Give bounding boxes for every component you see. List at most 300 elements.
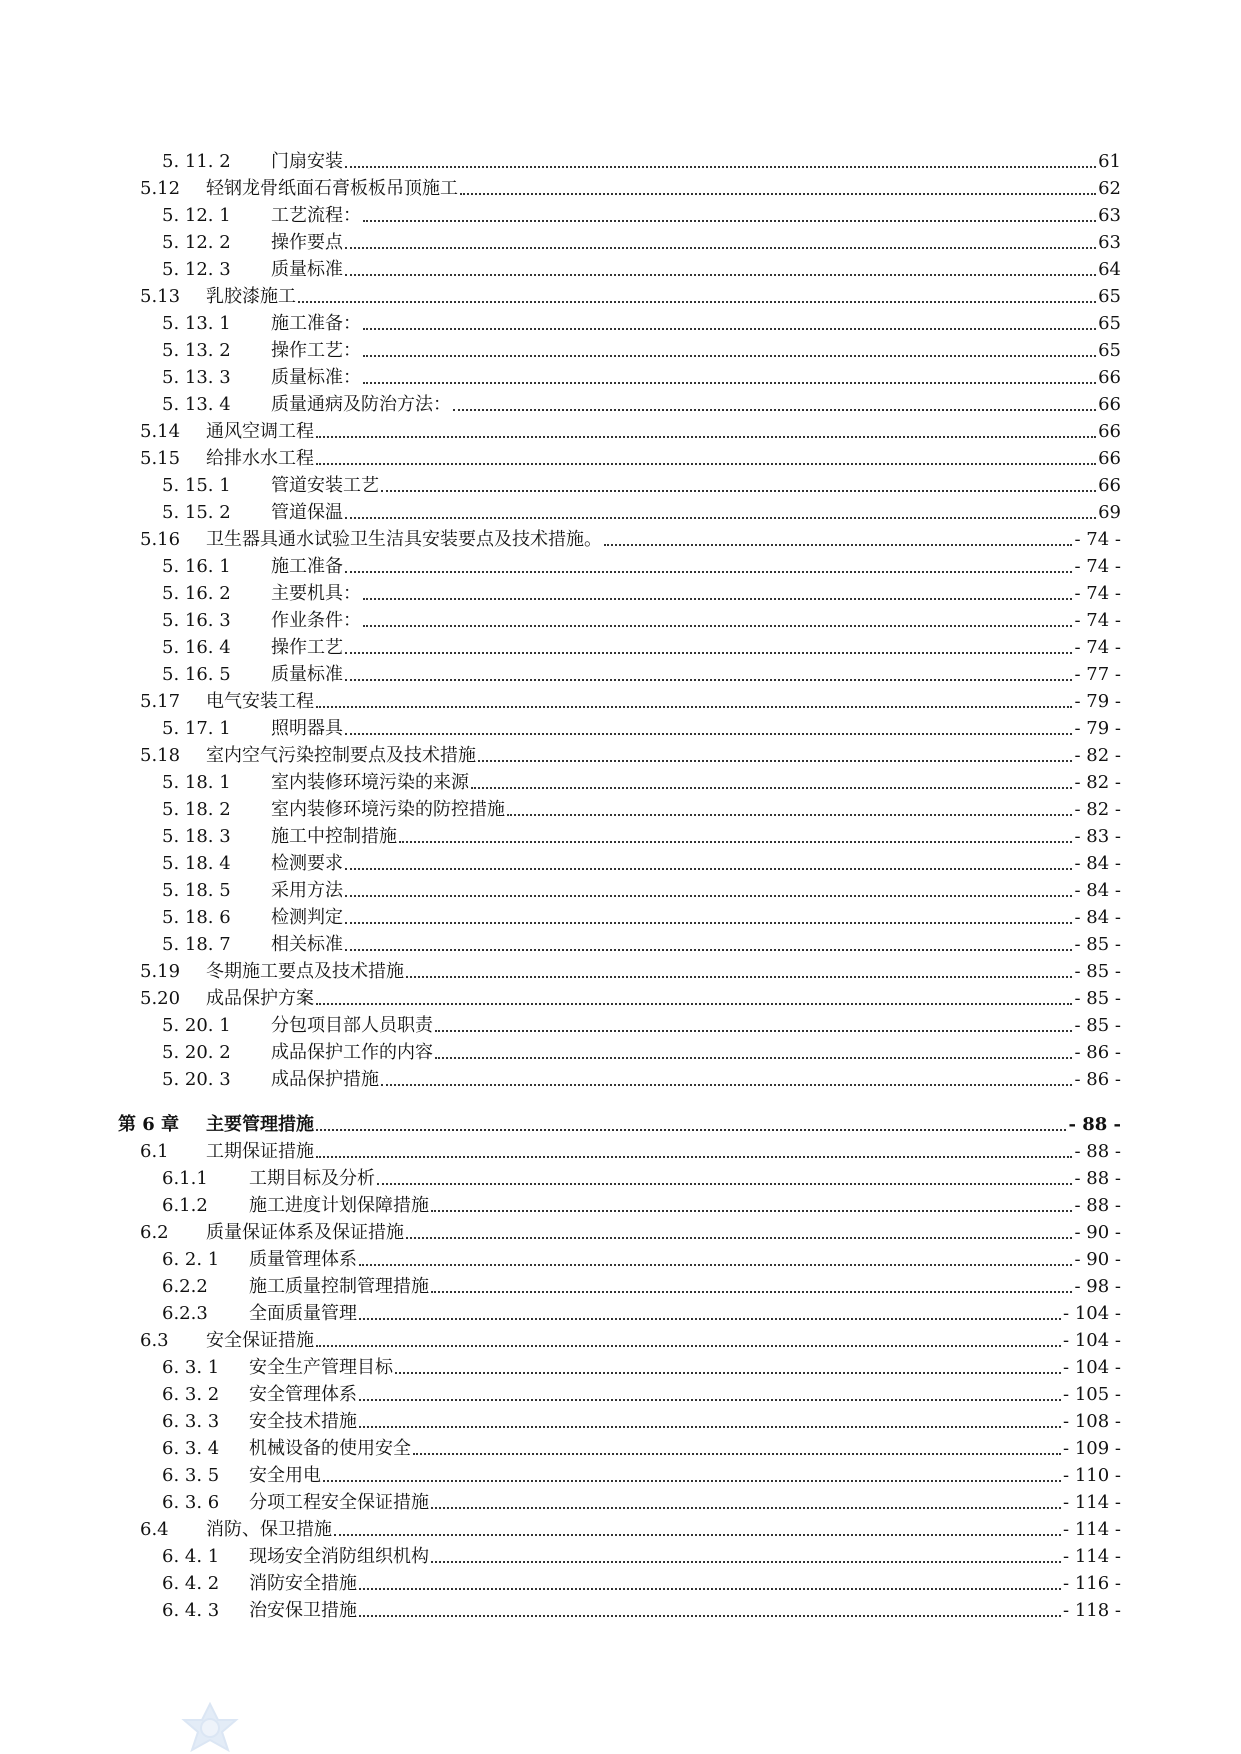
- toc-entry-number: 5.17: [140, 691, 181, 712]
- toc-entry-title: 工期保证措施: [206, 1141, 314, 1162]
- toc-entry[interactable]: [0, 445, 1241, 472]
- toc-dot-leader: [345, 895, 1072, 897]
- toc-entry-line: [271, 1069, 1121, 1091]
- toc-entry-number: 5. 18. 4: [162, 853, 231, 874]
- watermark-snowflake-icon: [160, 1700, 260, 1754]
- toc-entry-title: 主要机具：: [271, 583, 361, 604]
- toc-entry-line: [249, 1276, 1121, 1298]
- toc-entry-title: 全面质量管理: [249, 1303, 357, 1324]
- toc-entry-line: [206, 745, 1121, 767]
- toc-entry-number: 5.16: [140, 529, 181, 550]
- toc-entry[interactable]: [0, 1246, 1241, 1273]
- toc-entry[interactable]: [0, 688, 1241, 715]
- toc-entry-line: [271, 934, 1121, 956]
- toc-entry[interactable]: [0, 499, 1241, 526]
- toc-entry-number: 5. 18. 3: [162, 826, 231, 847]
- toc-entry-page: - 84 -: [1074, 907, 1121, 928]
- toc-entry-number: 5. 16. 4: [162, 637, 231, 658]
- toc-entry-page: 66: [1098, 367, 1121, 388]
- toc-dot-leader: [345, 274, 1096, 276]
- toc-entry[interactable]: [0, 607, 1241, 634]
- toc-entry-number: 5. 11. 2: [162, 151, 231, 172]
- toc-entry-title: 消防、保卫措施: [206, 1519, 332, 1540]
- toc-dot-leader: [359, 1318, 1061, 1320]
- toc-entry-page: - 110 -: [1063, 1465, 1121, 1486]
- toc-dot-leader: [453, 409, 1096, 411]
- toc-entry-page: - 88 -: [1074, 1168, 1121, 1189]
- toc-entry-line: [271, 151, 1121, 173]
- toc-entry-line: [271, 1015, 1121, 1037]
- toc-entry[interactable]: [0, 256, 1241, 283]
- toc-entry-number: 6. 4. 1: [162, 1546, 220, 1567]
- toc-dot-leader: [431, 1210, 1072, 1212]
- toc-dot-leader: [431, 1291, 1072, 1293]
- toc-entry[interactable]: [0, 229, 1241, 256]
- toc-entry[interactable]: [0, 526, 1241, 553]
- toc-entry-title: 施工质量控制管理措施: [249, 1276, 429, 1297]
- toc-entry-line: [249, 1411, 1121, 1433]
- toc-entry-title: 操作要点: [271, 232, 343, 253]
- toc-entry-page: - 77 -: [1074, 664, 1121, 685]
- toc-entry-number: 6. 3. 6: [162, 1492, 220, 1513]
- toc-entry-title: 安全保证措施: [206, 1330, 314, 1351]
- toc-entry[interactable]: [0, 877, 1241, 904]
- toc-entry-line: [206, 691, 1121, 713]
- toc-entry-line: [271, 259, 1121, 281]
- toc-entry-line: [206, 448, 1121, 470]
- toc-entry-page: - 79 -: [1074, 691, 1121, 712]
- toc-entry-title: 安全用电: [249, 1465, 321, 1486]
- toc-entry-number: 6.3: [140, 1330, 169, 1351]
- toc-entry-title: 室内空气污染控制要点及技术措施: [206, 745, 476, 766]
- toc-entry-title: 工期目标及分析: [249, 1168, 375, 1189]
- toc-entry-line: [206, 1114, 1121, 1136]
- toc-dot-leader: [363, 220, 1096, 222]
- toc-dot-leader: [395, 1372, 1061, 1374]
- toc-dot-leader: [345, 166, 1096, 168]
- toc-entry-page: 69: [1098, 502, 1121, 523]
- toc-dot-leader: [363, 625, 1072, 627]
- toc-entry-line: [271, 502, 1121, 524]
- toc-entry-title: 乳胶漆施工: [206, 286, 296, 307]
- toc-entry-number: 6. 4. 2: [162, 1573, 220, 1594]
- toc-entry-page: - 88 -: [1074, 1141, 1121, 1162]
- toc-dot-leader: [413, 1453, 1061, 1455]
- toc-entry-number: 5. 13. 1: [162, 313, 231, 334]
- toc-dot-leader: [316, 463, 1096, 465]
- toc-entry-line: [249, 1546, 1121, 1568]
- toc-entry-title: 治安保卫措施: [249, 1600, 357, 1621]
- toc-entry-line: [206, 421, 1121, 443]
- toc-entry[interactable]: [0, 634, 1241, 661]
- toc-entry-number: 5. 13. 2: [162, 340, 231, 361]
- toc-entry[interactable]: [0, 1219, 1241, 1246]
- toc-entry-line: [206, 1222, 1121, 1244]
- toc-entry-line: [271, 313, 1121, 335]
- toc-entry[interactable]: [0, 1192, 1241, 1219]
- toc-entry-title: 质量通病及防治方法：: [271, 394, 451, 415]
- toc-entry-number: 5. 20. 1: [162, 1015, 231, 1036]
- toc-entry-line: [271, 772, 1121, 794]
- toc-entry-title: 消防安全措施: [249, 1573, 357, 1594]
- toc-entry-number: 5. 18. 1: [162, 772, 231, 793]
- toc-dot-leader: [345, 733, 1072, 735]
- toc-entry-line: [206, 961, 1121, 983]
- toc-entry-page: - 83 -: [1074, 826, 1121, 847]
- toc-entry-page: 65: [1098, 340, 1121, 361]
- toc-dot-leader: [359, 1588, 1061, 1590]
- toc-entry-page: - 74 -: [1074, 610, 1121, 631]
- toc-dot-leader: [359, 1399, 1061, 1401]
- toc-entry[interactable]: [0, 1462, 1241, 1489]
- toc-dot-leader: [345, 571, 1072, 573]
- toc-entry-number: 6.1.2: [162, 1195, 208, 1216]
- toc-entry[interactable]: [0, 283, 1241, 310]
- toc-entry-page: 66: [1098, 421, 1121, 442]
- toc-entry-page: 66: [1098, 394, 1121, 415]
- toc-entry-page: - 74 -: [1074, 529, 1121, 550]
- toc-entry[interactable]: [0, 472, 1241, 499]
- toc-entry[interactable]: [0, 1327, 1241, 1354]
- toc-dot-leader: [377, 1183, 1072, 1185]
- toc-entry-number: 5. 18. 2: [162, 799, 231, 820]
- toc-entry-line: [206, 1330, 1121, 1352]
- toc-entry-page: 63: [1098, 205, 1121, 226]
- toc-entry-title: 检测判定: [271, 907, 343, 928]
- toc-dot-leader: [345, 922, 1072, 924]
- toc-dot-leader: [359, 1426, 1061, 1428]
- toc-entry-title: 冬期施工要点及技术措施: [206, 961, 404, 982]
- toc-entry-number: 5. 16. 3: [162, 610, 231, 631]
- toc-entry-page: - 109 -: [1063, 1438, 1121, 1459]
- toc-entry-number: 5. 16. 1: [162, 556, 231, 577]
- toc-entry-line: [271, 475, 1121, 497]
- toc-dot-leader: [406, 1237, 1072, 1239]
- toc-dot-leader: [359, 1615, 1061, 1617]
- toc-entry-page: - 86 -: [1074, 1069, 1121, 1090]
- toc-entry[interactable]: [0, 1354, 1241, 1381]
- toc-entry-number: 5.14: [140, 421, 181, 442]
- toc-entry-page: - 88 -: [1068, 1114, 1121, 1135]
- toc-entry[interactable]: [0, 796, 1241, 823]
- toc-dot-leader: [381, 1084, 1072, 1086]
- toc-entry-number: 6.1: [140, 1141, 169, 1162]
- toc-entry-line: [271, 826, 1121, 848]
- toc-entry[interactable]: [0, 985, 1241, 1012]
- toc-entry-page: - 74 -: [1074, 556, 1121, 577]
- toc-dot-leader: [507, 814, 1072, 816]
- toc-entry-line: [271, 232, 1121, 254]
- toc-entry-page: - 74 -: [1074, 583, 1121, 604]
- toc-dot-leader: [345, 949, 1072, 951]
- toc-dot-leader: [345, 517, 1096, 519]
- toc-entry-page: - 85 -: [1074, 961, 1121, 982]
- toc-entry-page: 61: [1098, 151, 1121, 172]
- toc-dot-leader: [363, 328, 1096, 330]
- toc-entry-title: 操作工艺: [271, 637, 343, 658]
- toc-entry-line: [206, 1141, 1121, 1163]
- toc-entry[interactable]: [0, 1543, 1241, 1570]
- toc-entry[interactable]: [0, 742, 1241, 769]
- toc-entry-line: [206, 178, 1121, 200]
- toc-entry[interactable]: [0, 1516, 1241, 1543]
- toc-entry[interactable]: [0, 715, 1241, 742]
- toc-dot-leader: [431, 1561, 1061, 1563]
- toc-entry-title: 分包项目部人员职责: [271, 1015, 433, 1036]
- toc-entry[interactable]: [0, 1435, 1241, 1462]
- toc-entry-line: [271, 637, 1121, 659]
- toc-entry-page: - 85 -: [1074, 988, 1121, 1009]
- toc-entry[interactable]: [0, 1165, 1241, 1192]
- toc-entry-title: 现场安全消防组织机构: [249, 1546, 429, 1567]
- toc-entry-page: - 79 -: [1074, 718, 1121, 739]
- toc-dot-leader: [406, 976, 1072, 978]
- toc-entry-title: 安全生产管理目标: [249, 1357, 393, 1378]
- toc-entry-line: [271, 853, 1121, 875]
- toc-entry-page: - 114 -: [1063, 1546, 1121, 1567]
- toc-chapter-entry[interactable]: [0, 1093, 1241, 1138]
- toc-entry-number: 5. 20. 2: [162, 1042, 231, 1063]
- toc-entry[interactable]: [0, 1012, 1241, 1039]
- toc-entry-title: 分项工程安全保证措施: [249, 1492, 429, 1513]
- toc-entry-number: 6.4: [140, 1519, 169, 1540]
- toc-entry-title: 作业条件：: [271, 610, 361, 631]
- toc-entry[interactable]: [0, 202, 1241, 229]
- toc-entry[interactable]: [0, 148, 1241, 175]
- toc-entry[interactable]: [0, 1138, 1241, 1165]
- toc-entry[interactable]: [0, 337, 1241, 364]
- toc-entry-page: 63: [1098, 232, 1121, 253]
- toc-entry[interactable]: [0, 1066, 1241, 1093]
- toc-entry-number: 5.15: [140, 448, 181, 469]
- toc-entry-number: 5.13: [140, 286, 181, 307]
- toc-entry-number: 5.18: [140, 745, 181, 766]
- toc-entry-number: 5. 16. 5: [162, 664, 231, 685]
- toc-dot-leader: [316, 436, 1096, 438]
- toc-entry-line: [249, 1303, 1121, 1325]
- toc-entry-line: [271, 367, 1121, 389]
- toc-dot-leader: [316, 1129, 1066, 1131]
- toc-entry-number: 5. 13. 4: [162, 394, 231, 415]
- toc-entry-line: [271, 1042, 1121, 1064]
- toc-entry[interactable]: [0, 1300, 1241, 1327]
- toc-entry-title: 操作工艺：: [271, 340, 361, 361]
- toc-entry-title: 电气安装工程: [206, 691, 314, 712]
- toc-dot-leader: [359, 1264, 1072, 1266]
- toc-entry-line: [249, 1492, 1121, 1514]
- toc-dot-leader: [345, 868, 1072, 870]
- toc-entry-number: 5. 18. 5: [162, 880, 231, 901]
- toc-entry-number: 6. 3. 4: [162, 1438, 220, 1459]
- toc-entry-number: 5. 12. 1: [162, 205, 231, 226]
- toc-dot-leader: [345, 247, 1096, 249]
- toc-entry[interactable]: [0, 310, 1241, 337]
- toc-dot-leader: [363, 598, 1072, 600]
- toc-entry-title: 成品保护措施: [271, 1069, 379, 1090]
- toc-entry-page: 65: [1098, 286, 1121, 307]
- toc-entry-number: 第 6 章: [118, 1114, 180, 1135]
- toc-dot-leader: [363, 382, 1096, 384]
- toc-entry[interactable]: [0, 1408, 1241, 1435]
- toc-entry[interactable]: [0, 661, 1241, 688]
- toc-entry-number: 6.2.2: [162, 1276, 208, 1297]
- toc-entry-number: 5.19: [140, 961, 181, 982]
- toc-entry-title: 室内装修环境污染的防控措施: [271, 799, 505, 820]
- toc-entry-number: 5. 13. 3: [162, 367, 231, 388]
- toc-dot-leader: [435, 1030, 1072, 1032]
- toc-entry-line: [271, 880, 1121, 902]
- toc-entry[interactable]: [0, 580, 1241, 607]
- toc-entry[interactable]: [0, 1273, 1241, 1300]
- table-of-contents: [0, 148, 1241, 1624]
- toc-dot-leader: [363, 355, 1096, 357]
- toc-dot-leader: [316, 1003, 1072, 1005]
- toc-entry-number: 5. 18. 6: [162, 907, 231, 928]
- toc-entry[interactable]: [0, 823, 1241, 850]
- toc-entry-line: [271, 394, 1121, 416]
- toc-dot-leader: [478, 760, 1072, 762]
- toc-dot-leader: [435, 1057, 1072, 1059]
- toc-entry-line: [271, 583, 1121, 605]
- toc-entry-number: 5. 12. 2: [162, 232, 231, 253]
- toc-entry-line: [249, 1600, 1121, 1622]
- toc-entry[interactable]: [0, 769, 1241, 796]
- toc-entry-page: - 98 -: [1074, 1276, 1121, 1297]
- toc-entry-page: - 90 -: [1074, 1249, 1121, 1270]
- toc-dot-leader: [399, 841, 1072, 843]
- toc-entry-line: [206, 988, 1121, 1010]
- toc-entry-title: 成品保护工作的内容: [271, 1042, 433, 1063]
- toc-entry[interactable]: [0, 1597, 1241, 1624]
- toc-entry-title: 施工进度计划保障措施: [249, 1195, 429, 1216]
- toc-entry[interactable]: [0, 958, 1241, 985]
- toc-dot-leader: [604, 544, 1072, 546]
- toc-entry-page: - 82 -: [1074, 799, 1121, 820]
- toc-entry-line: [249, 1438, 1121, 1460]
- toc-entry-number: 5. 16. 2: [162, 583, 231, 604]
- toc-entry[interactable]: [0, 175, 1241, 202]
- toc-entry-number: 5. 20. 3: [162, 1069, 231, 1090]
- toc-entry-line: [271, 664, 1121, 686]
- toc-entry-title: 采用方法: [271, 880, 343, 901]
- toc-entry[interactable]: [0, 553, 1241, 580]
- toc-entry-title: 照明器具: [271, 718, 343, 739]
- toc-entry-page: - 104 -: [1063, 1330, 1121, 1351]
- toc-entry-title: 通风空调工程: [206, 421, 314, 442]
- toc-entry-page: - 116 -: [1063, 1573, 1121, 1594]
- toc-dot-leader: [345, 652, 1072, 654]
- toc-entry[interactable]: [0, 931, 1241, 958]
- toc-entry-title: 安全管理体系: [249, 1384, 357, 1405]
- toc-entry-title: 工艺流程：: [271, 205, 361, 226]
- toc-entry-title: 管道安装工艺: [271, 475, 379, 496]
- toc-entry-title: 卫生器具通水试验卫生洁具安装要点及技术措施。: [206, 529, 602, 550]
- toc-entry-title: 质量管理体系: [249, 1249, 357, 1270]
- toc-entry[interactable]: [0, 1039, 1241, 1066]
- toc-entry[interactable]: [0, 418, 1241, 445]
- toc-entry-number: 6.2: [140, 1222, 169, 1243]
- toc-entry-page: - 85 -: [1074, 934, 1121, 955]
- toc-entry-line: [271, 205, 1121, 227]
- toc-entry-page: - 90 -: [1074, 1222, 1121, 1243]
- toc-entry-page: - 74 -: [1074, 637, 1121, 658]
- toc-entry-title: 给排水水工程: [206, 448, 314, 469]
- toc-dot-leader: [431, 1507, 1061, 1509]
- toc-entry-number: 6. 3. 1: [162, 1357, 220, 1378]
- toc-entry-number: 5. 15. 1: [162, 475, 231, 496]
- toc-entry-page: 65: [1098, 313, 1121, 334]
- toc-entry-page: - 104 -: [1063, 1357, 1121, 1378]
- toc-entry-title: 安全技术措施: [249, 1411, 357, 1432]
- toc-entry-number: 5.20: [140, 988, 181, 1009]
- toc-entry-line: [249, 1195, 1121, 1217]
- toc-entry-page: 64: [1098, 259, 1121, 280]
- toc-entry[interactable]: [0, 904, 1241, 931]
- toc-entry-page: - 118 -: [1063, 1600, 1121, 1621]
- toc-entry-title: 检测要求: [271, 853, 343, 874]
- toc-entry-line: [271, 907, 1121, 929]
- toc-entry-title: 管道保温: [271, 502, 343, 523]
- toc-entry-title: 质量标准: [271, 259, 343, 280]
- toc-entry-page: - 104 -: [1063, 1303, 1121, 1324]
- toc-entry[interactable]: [0, 391, 1241, 418]
- toc-entry-number: 6. 4. 3: [162, 1600, 220, 1621]
- toc-dot-leader: [298, 301, 1096, 303]
- toc-entry-number: 5.12: [140, 178, 181, 199]
- toc-entry-title: 施工准备: [271, 556, 343, 577]
- toc-entry-number: 6.1.1: [162, 1168, 208, 1189]
- toc-dot-leader: [381, 490, 1096, 492]
- toc-dot-leader: [316, 706, 1072, 708]
- toc-dot-leader: [471, 787, 1072, 789]
- toc-entry-title: 质量标准: [271, 664, 343, 685]
- toc-entry[interactable]: [0, 364, 1241, 391]
- toc-entry-title: 轻钢龙骨纸面石膏板板吊顶施工: [206, 178, 458, 199]
- toc-entry-number: 5. 17. 1: [162, 718, 231, 739]
- toc-entry-title: 主要管理措施: [206, 1114, 314, 1135]
- toc-entry-page: - 88 -: [1074, 1195, 1121, 1216]
- toc-entry-title: 成品保护方案: [206, 988, 314, 1009]
- toc-entry-page: - 82 -: [1074, 772, 1121, 793]
- toc-entry-line: [271, 610, 1121, 632]
- toc-dot-leader: [460, 193, 1096, 195]
- toc-entry-page: - 108 -: [1063, 1411, 1121, 1432]
- toc-entry-line: [271, 718, 1121, 740]
- toc-entry-line: [271, 340, 1121, 362]
- toc-entry-number: 6. 3. 3: [162, 1411, 220, 1432]
- toc-entry-title: 质量标准：: [271, 367, 361, 388]
- toc-entry-line: [249, 1384, 1121, 1406]
- toc-entry-line: [249, 1465, 1121, 1487]
- toc-entry-line: [249, 1168, 1121, 1190]
- toc-dot-leader: [345, 679, 1072, 681]
- toc-entry-number: 5. 18. 7: [162, 934, 231, 955]
- toc-entry[interactable]: [0, 1381, 1241, 1408]
- toc-entry-title: 施工中控制措施: [271, 826, 397, 847]
- toc-entry-title: 施工准备：: [271, 313, 361, 334]
- toc-dot-leader: [316, 1345, 1061, 1347]
- toc-entry[interactable]: [0, 1489, 1241, 1516]
- toc-entry[interactable]: [0, 850, 1241, 877]
- toc-entry-number: 6.2.3: [162, 1303, 208, 1324]
- toc-entry-number: 5. 12. 3: [162, 259, 231, 280]
- toc-entry-line: [271, 799, 1121, 821]
- toc-entry-number: 6. 2. 1: [162, 1249, 220, 1270]
- toc-entry-page: - 84 -: [1074, 880, 1121, 901]
- toc-entry-number: 6. 3. 5: [162, 1465, 220, 1486]
- toc-entry-page: 62: [1098, 178, 1121, 199]
- toc-entry[interactable]: [0, 1570, 1241, 1597]
